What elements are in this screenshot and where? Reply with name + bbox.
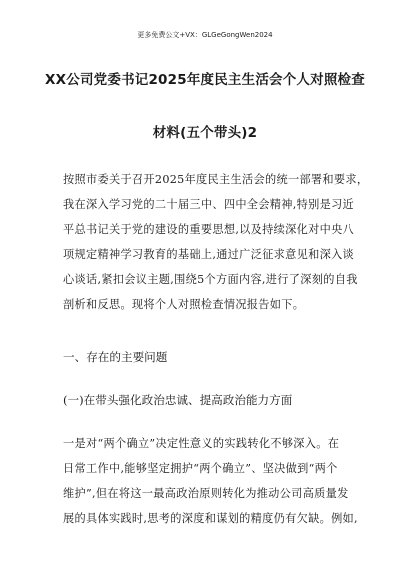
paragraph-line: 维护”,但在将这一最高政治原则转化为推动公司高质量发	[63, 487, 349, 500]
intro-line: 平总书记关于党的建设的重要思想,以及持续深化对中央八	[63, 223, 355, 236]
paragraph-line: 日常工作中,能够坚定拥护“两个确立”、坚决做到“两个	[63, 462, 338, 475]
intro-line: 剖析和反思。现将个人对照检查情况报告如下。	[63, 298, 305, 311]
header-note: 更多免费公文+VX：GLGeGongWen2024	[137, 31, 273, 39]
document-title-line-1: XX公司党委书记2025年度民主生活会个人对照检查	[45, 72, 365, 88]
paragraph-line: 一是对“两个确立”决定性意义的实践转化不够深入。在	[63, 437, 340, 450]
paragraph-line: 展的具体实践时,思考的深度和谋划的精度仍有欠缺。例如,	[63, 512, 358, 525]
intro-line: 项规定精神学习教育的基础上,通过广泛征求意见和深入谈	[63, 248, 355, 261]
intro-line: 心谈话,紧扣会议主题,围绕5个方面内容,进行了深刻的自我	[63, 273, 358, 286]
section-heading: 一、存在的主要问题	[63, 350, 168, 364]
subsection-heading: (一)在带头强化政治忠诚、提高政治能力方面	[63, 393, 293, 407]
intro-line: 按照市委关于召开2025年度民主生活会的统一部署和要求，	[63, 173, 369, 186]
intro-line: 我在深入学习党的二十届三中、四中全会精神,特别是习近	[63, 198, 355, 211]
document-title-line-2: 材料(五个带头)2	[152, 125, 258, 141]
